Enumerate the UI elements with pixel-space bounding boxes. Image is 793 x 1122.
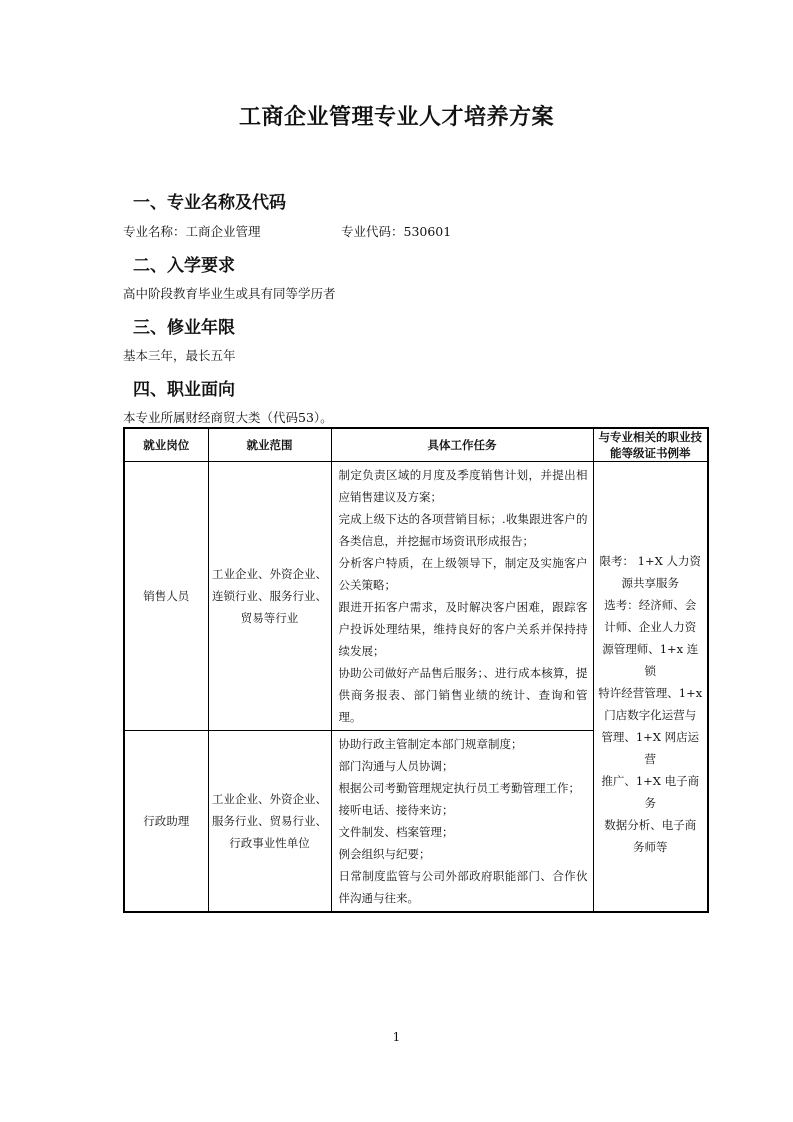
task-item: 协助行政主管制定本部门规章制度； xyxy=(338,737,523,751)
task-item: 协助公司做好产品售后服务；、进行成本核算，提供商务报表、部门销售业绩的统计、查询和管理。 xyxy=(338,666,588,724)
admission-text: 高中阶段教育毕业生或具有同等学历者 xyxy=(123,286,336,301)
task-item: 接听电话、接待来访； xyxy=(338,803,454,817)
career-table xyxy=(123,427,709,913)
tasks-cell xyxy=(331,462,593,731)
header-scope: 就业范围 xyxy=(208,428,331,462)
section-heading-career: 四、职业面向 xyxy=(133,380,235,400)
scope-line: 服务行业、贸易行业、 xyxy=(212,814,327,828)
cert-line: 特许经营管理、1+x xyxy=(598,686,703,700)
cert-line: 源管理师、1+x 连锁 xyxy=(602,642,699,678)
task-item: 部门沟通与人员协调； xyxy=(338,759,454,773)
cert-line: 管理、1+X 网店运营 xyxy=(601,730,700,766)
major-code-text: 专业代码：530601 xyxy=(341,224,452,239)
major-name-text: 专业名称：工商企业管理 xyxy=(123,224,261,239)
header-post: 就业岗位 xyxy=(124,428,208,462)
scope-line: 贸易等行业 xyxy=(240,611,299,625)
cert-line: 门店数字化运营与 xyxy=(604,708,697,722)
table-row xyxy=(124,462,708,731)
task-item: 制定负责区域的月度及季度销售计划，并提出相应销售建议及方案； xyxy=(338,468,588,504)
cert-line: 务师等 xyxy=(633,840,668,854)
cert-line: 数据分析、电子商 xyxy=(604,818,697,832)
section-heading-duration: 三、修业年限 xyxy=(133,318,235,338)
certificate-cell xyxy=(593,462,708,913)
scope-line: 连锁行业、服务行业、 xyxy=(212,589,327,603)
cert-line: 计师、企业人力资 xyxy=(604,620,697,634)
post-cell: 行政助理 xyxy=(124,731,208,913)
post-cell: 销售人员 xyxy=(124,462,208,731)
career-intro-text: 本专业所属财经商贸大类（代码53）。 xyxy=(123,410,333,425)
task-item: 分析客户特质，在上级领导下，制定及实施客户公关策略； xyxy=(338,556,588,592)
task-item: 例会组织与纪要； xyxy=(338,847,431,861)
table-header-row xyxy=(124,428,708,462)
task-item: 文件制发、档案管理； xyxy=(338,825,454,839)
task-item: 根据公司考勤管理规定执行员工考勤管理工作； xyxy=(338,781,580,795)
scope-line: 工业企业、外资企业、 xyxy=(212,792,327,806)
page-title: 工商企业管理专业人才培养方案 xyxy=(238,105,554,130)
cert-line: 选考：经济师、会 xyxy=(604,598,697,612)
scope-cell xyxy=(208,462,331,731)
section-heading-admission: 二、入学要求 xyxy=(133,256,235,276)
scope-line: 行政事业性单位 xyxy=(229,836,310,850)
duration-text: 基本三年，最长五年 xyxy=(123,348,236,363)
task-item: 日常制度监管与公司外部政府职能部门、合作伙伴沟通与往来。 xyxy=(338,869,588,905)
page-number: 1 xyxy=(392,1030,401,1044)
section-heading-name-code: 一、专业名称及代码 xyxy=(133,193,286,213)
header-certificates: 与专业相关的职业技能等级证书例举 xyxy=(593,428,708,462)
scope-line: 工业企业、外资企业、 xyxy=(212,567,327,581)
tasks-cell xyxy=(331,731,593,913)
task-item: 跟进开拓客户需求，及时解决客户困难，跟踪客户投诉处理结果，维持良好的客户关系并保持持续发展； xyxy=(338,600,588,658)
cert-line: 源共享服务 xyxy=(621,576,679,590)
scope-cell xyxy=(208,731,331,913)
cert-line: 限考： 1+X 人力资 xyxy=(599,554,701,568)
cert-line: 推广、1+X 电子商务 xyxy=(601,774,700,810)
task-item: 完成上级下达的各项营销目标；.收集跟进客户的各类信息，并挖掘市场资讯形成报告； xyxy=(338,512,588,548)
header-tasks: 具体工作任务 xyxy=(331,428,593,462)
